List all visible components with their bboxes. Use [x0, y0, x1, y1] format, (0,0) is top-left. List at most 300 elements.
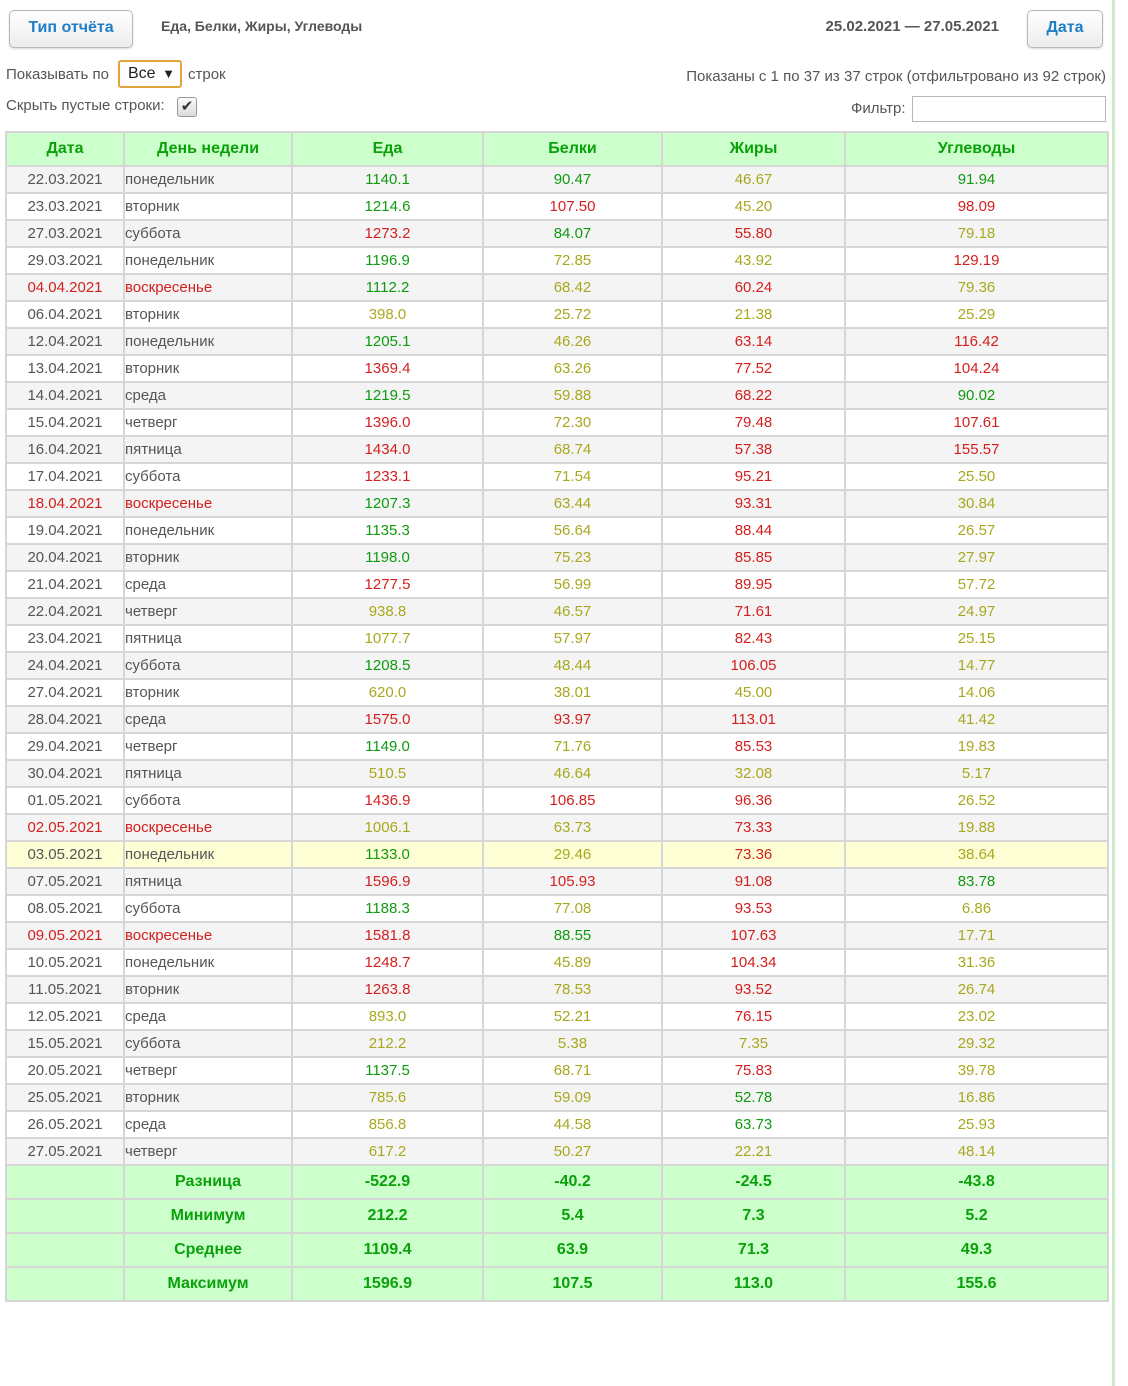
dropdown-arrow-icon: ▼ — [162, 66, 175, 81]
cell-fat: 52.78 — [662, 1084, 845, 1111]
cell-date: 12.04.2021 — [6, 328, 124, 355]
col-header-date[interactable]: Дата — [6, 132, 124, 166]
table-row — [6, 868, 1108, 895]
cell-fat: 63.73 — [662, 1111, 845, 1138]
cell-weekday: вторник — [124, 544, 292, 571]
cell-fat: 88.44 — [662, 517, 845, 544]
cell-protein: 46.26 — [483, 328, 662, 355]
table-row — [6, 1030, 1108, 1057]
summary-empty-cell — [6, 1199, 124, 1233]
show-per-label: Показывать по — [6, 66, 109, 83]
filter-input[interactable] — [912, 96, 1106, 122]
cell-weekday: понедельник — [124, 328, 292, 355]
cell-weekday: среда — [124, 1111, 292, 1138]
summary-label: Максимум — [124, 1267, 292, 1301]
cell-weekday: вторник — [124, 679, 292, 706]
cell-date: 14.04.2021 — [6, 382, 124, 409]
cell-protein: 46.64 — [483, 760, 662, 787]
summary-fat: -24.5 — [662, 1165, 845, 1199]
table-row — [6, 814, 1108, 841]
cell-protein: 45.89 — [483, 949, 662, 976]
cell-weekday: пятница — [124, 625, 292, 652]
cell-weekday: четверг — [124, 409, 292, 436]
cell-carbs: 25.15 — [845, 625, 1108, 652]
rows-select-value: Все — [128, 65, 156, 82]
report-type-button[interactable]: Тип отчёта — [9, 10, 133, 48]
cell-fat: 76.15 — [662, 1003, 845, 1030]
cell-fat: 93.52 — [662, 976, 845, 1003]
cell-food: 1263.8 — [292, 976, 483, 1003]
table-row — [6, 841, 1108, 868]
table-row — [6, 1003, 1108, 1030]
cell-food: 1369.4 — [292, 355, 483, 382]
cell-food: 1135.3 — [292, 517, 483, 544]
table-row — [6, 220, 1108, 247]
cell-weekday: суббота — [124, 652, 292, 679]
cell-carbs: 26.74 — [845, 976, 1108, 1003]
nutrition-table — [5, 131, 1109, 1302]
cell-food: 1137.5 — [292, 1057, 483, 1084]
cell-date: 23.03.2021 — [6, 193, 124, 220]
cell-food: 1077.7 — [292, 625, 483, 652]
cell-protein: 63.26 — [483, 355, 662, 382]
cell-carbs: 104.24 — [845, 355, 1108, 382]
cell-weekday: понедельник — [124, 841, 292, 868]
cell-food: 1596.9 — [292, 868, 483, 895]
col-header-fat[interactable]: Жиры — [662, 132, 845, 166]
cell-weekday: пятница — [124, 868, 292, 895]
cell-fat: 73.36 — [662, 841, 845, 868]
cell-date: 13.04.2021 — [6, 355, 124, 382]
cell-food: 398.0 — [292, 301, 483, 328]
table-row — [6, 193, 1108, 220]
cell-fat: 96.36 — [662, 787, 845, 814]
table-row — [6, 895, 1108, 922]
table-row — [6, 490, 1108, 517]
cell-carbs: 107.61 — [845, 409, 1108, 436]
cell-date: 27.04.2021 — [6, 679, 124, 706]
cell-food: 1434.0 — [292, 436, 483, 463]
cell-carbs: 38.64 — [845, 841, 1108, 868]
table-row — [6, 1057, 1108, 1084]
cell-date: 27.03.2021 — [6, 220, 124, 247]
cell-fat: 106.05 — [662, 652, 845, 679]
summary-row — [6, 1165, 1108, 1199]
cell-protein: 71.54 — [483, 463, 662, 490]
summary-carbs: 49.3 — [845, 1233, 1108, 1267]
table-row — [6, 355, 1108, 382]
cell-food: 212.2 — [292, 1030, 483, 1057]
summary-row — [6, 1199, 1108, 1233]
table-row — [6, 598, 1108, 625]
cell-date: 15.05.2021 — [6, 1030, 124, 1057]
cell-fat: 22.21 — [662, 1138, 845, 1165]
cell-protein: 77.08 — [483, 895, 662, 922]
cell-date: 25.05.2021 — [6, 1084, 124, 1111]
cell-protein: 88.55 — [483, 922, 662, 949]
cell-carbs: 98.09 — [845, 193, 1108, 220]
cell-food: 1196.9 — [292, 247, 483, 274]
rows-per-page-select[interactable] — [118, 60, 182, 88]
cell-date: 16.04.2021 — [6, 436, 124, 463]
cell-protein: 5.38 — [483, 1030, 662, 1057]
cell-date: 02.05.2021 — [6, 814, 124, 841]
cell-date: 20.04.2021 — [6, 544, 124, 571]
cell-date: 15.04.2021 — [6, 409, 124, 436]
table-row — [6, 301, 1108, 328]
cell-fat: 104.34 — [662, 949, 845, 976]
summary-empty-cell — [6, 1267, 124, 1301]
cell-carbs: 30.84 — [845, 490, 1108, 517]
cell-carbs: 25.93 — [845, 1111, 1108, 1138]
cell-fat: 75.83 — [662, 1057, 845, 1084]
cell-fat: 73.33 — [662, 814, 845, 841]
cell-weekday: суббота — [124, 463, 292, 490]
cell-date: 03.05.2021 — [6, 841, 124, 868]
cell-food: 1233.1 — [292, 463, 483, 490]
summary-label: Минимум — [124, 1199, 292, 1233]
cell-weekday: среда — [124, 1003, 292, 1030]
cell-weekday: четверг — [124, 1138, 292, 1165]
cell-fat: 107.63 — [662, 922, 845, 949]
cell-weekday: суббота — [124, 895, 292, 922]
cell-date: 30.04.2021 — [6, 760, 124, 787]
cell-date: 27.05.2021 — [6, 1138, 124, 1165]
summary-fat: 113.0 — [662, 1267, 845, 1301]
right-border-bar — [1112, 0, 1115, 1386]
table-row — [6, 517, 1108, 544]
cell-date: 06.04.2021 — [6, 301, 124, 328]
cell-food: 1133.0 — [292, 841, 483, 868]
cell-food: 620.0 — [292, 679, 483, 706]
cell-fat: 7.35 — [662, 1030, 845, 1057]
cell-protein: 59.88 — [483, 382, 662, 409]
cell-protein: 93.97 — [483, 706, 662, 733]
cell-carbs: 19.88 — [845, 814, 1108, 841]
cell-weekday: суббота — [124, 787, 292, 814]
summary-protein: -40.2 — [483, 1165, 662, 1199]
summary-fat: 71.3 — [662, 1233, 845, 1267]
cell-carbs: 23.02 — [845, 1003, 1108, 1030]
cell-protein: 56.64 — [483, 517, 662, 544]
cell-date: 28.04.2021 — [6, 706, 124, 733]
table-row — [6, 409, 1108, 436]
table-row — [6, 382, 1108, 409]
cell-carbs: 48.14 — [845, 1138, 1108, 1165]
table-header-row — [6, 132, 1108, 166]
cell-carbs: 17.71 — [845, 922, 1108, 949]
cell-protein: 29.46 — [483, 841, 662, 868]
cell-food: 1112.2 — [292, 274, 483, 301]
col-header-food[interactable]: Еда — [292, 132, 483, 166]
cell-date: 10.05.2021 — [6, 949, 124, 976]
cell-protein: 57.97 — [483, 625, 662, 652]
cell-date: 23.04.2021 — [6, 625, 124, 652]
cell-food: 1188.3 — [292, 895, 483, 922]
cell-carbs: 14.06 — [845, 679, 1108, 706]
cell-food: 617.2 — [292, 1138, 483, 1165]
table-row — [6, 328, 1108, 355]
cell-food: 938.8 — [292, 598, 483, 625]
cell-fat: 43.92 — [662, 247, 845, 274]
cell-fat: 82.43 — [662, 625, 845, 652]
cell-date: 26.05.2021 — [6, 1111, 124, 1138]
cell-protein: 50.27 — [483, 1138, 662, 1165]
cell-weekday: понедельник — [124, 166, 292, 193]
cell-carbs: 91.94 — [845, 166, 1108, 193]
summary-empty-cell — [6, 1233, 124, 1267]
table-row — [6, 544, 1108, 571]
cell-fat: 60.24 — [662, 274, 845, 301]
cell-date: 29.04.2021 — [6, 733, 124, 760]
cell-fat: 45.20 — [662, 193, 845, 220]
cell-fat: 32.08 — [662, 760, 845, 787]
summary-carbs: 5.2 — [845, 1199, 1108, 1233]
cell-food: 1575.0 — [292, 706, 483, 733]
cell-date: 09.05.2021 — [6, 922, 124, 949]
cell-weekday: четверг — [124, 733, 292, 760]
cell-date: 01.05.2021 — [6, 787, 124, 814]
cell-food: 1214.6 — [292, 193, 483, 220]
cell-protein: 90.47 — [483, 166, 662, 193]
cell-fat: 63.14 — [662, 328, 845, 355]
checkmark-icon: ✔ — [180, 98, 194, 115]
cell-carbs: 57.72 — [845, 571, 1108, 598]
cell-protein: 84.07 — [483, 220, 662, 247]
table-row — [6, 625, 1108, 652]
col-header-protein[interactable]: Белки — [483, 132, 662, 166]
cell-date: 20.05.2021 — [6, 1057, 124, 1084]
cell-carbs: 26.52 — [845, 787, 1108, 814]
cell-weekday: воскресенье — [124, 814, 292, 841]
cell-carbs: 25.29 — [845, 301, 1108, 328]
cell-date: 11.05.2021 — [6, 976, 124, 1003]
cell-carbs: 90.02 — [845, 382, 1108, 409]
cell-food: 1140.1 — [292, 166, 483, 193]
cell-protein: 63.44 — [483, 490, 662, 517]
filter-label: Фильтр: — [851, 100, 906, 117]
cell-protein: 68.74 — [483, 436, 662, 463]
cell-fat: 77.52 — [662, 355, 845, 382]
cell-food: 856.8 — [292, 1111, 483, 1138]
table-row — [6, 706, 1108, 733]
cell-protein: 107.50 — [483, 193, 662, 220]
cell-date: 04.04.2021 — [6, 274, 124, 301]
table-row — [6, 1138, 1108, 1165]
table-row — [6, 733, 1108, 760]
table-row — [6, 976, 1108, 1003]
cell-carbs: 116.42 — [845, 328, 1108, 355]
hide-empty-rows-label: Скрыть пустые строки: — [6, 97, 165, 114]
cell-fat: 91.08 — [662, 868, 845, 895]
table-row — [6, 679, 1108, 706]
cell-carbs: 26.57 — [845, 517, 1108, 544]
summary-protein: 5.4 — [483, 1199, 662, 1233]
cell-fat: 93.31 — [662, 490, 845, 517]
cell-date: 21.04.2021 — [6, 571, 124, 598]
cell-carbs: 155.57 — [845, 436, 1108, 463]
cell-weekday: понедельник — [124, 247, 292, 274]
cell-carbs: 16.86 — [845, 1084, 1108, 1111]
cell-carbs: 79.36 — [845, 274, 1108, 301]
cell-protein: 52.21 — [483, 1003, 662, 1030]
cell-food: 1277.5 — [292, 571, 483, 598]
cell-food: 1219.5 — [292, 382, 483, 409]
rows-label: строк — [188, 66, 226, 83]
cell-protein: 105.93 — [483, 868, 662, 895]
cell-weekday: понедельник — [124, 517, 292, 544]
cell-food: 1205.1 — [292, 328, 483, 355]
cell-date: 12.05.2021 — [6, 1003, 124, 1030]
cell-weekday: суббота — [124, 220, 292, 247]
cell-carbs: 79.18 — [845, 220, 1108, 247]
cell-protein: 72.85 — [483, 247, 662, 274]
table-row — [6, 1111, 1108, 1138]
cell-weekday: среда — [124, 706, 292, 733]
cell-fat: 85.53 — [662, 733, 845, 760]
date-button[interactable]: Дата — [1027, 10, 1103, 48]
table-row — [6, 274, 1108, 301]
cell-protein: 59.09 — [483, 1084, 662, 1111]
table-row — [6, 1084, 1108, 1111]
cell-date: 19.04.2021 — [6, 517, 124, 544]
summary-food: 1596.9 — [292, 1267, 483, 1301]
cell-weekday: вторник — [124, 976, 292, 1003]
summary-food: -522.9 — [292, 1165, 483, 1199]
date-range: 25.02.2021 — 27.05.2021 — [825, 18, 999, 35]
table-row — [6, 166, 1108, 193]
cell-carbs: 129.19 — [845, 247, 1108, 274]
cell-protein: 72.30 — [483, 409, 662, 436]
cell-protein: 63.73 — [483, 814, 662, 841]
cell-date: 07.05.2021 — [6, 868, 124, 895]
columns-summary: Еда, Белки, Жиры, Углеводы — [161, 18, 363, 34]
table-row — [6, 760, 1108, 787]
cell-weekday: вторник — [124, 193, 292, 220]
cell-fat: 113.01 — [662, 706, 845, 733]
cell-fat: 55.80 — [662, 220, 845, 247]
cell-fat: 45.00 — [662, 679, 845, 706]
cell-food: 1273.2 — [292, 220, 483, 247]
cell-protein: 44.58 — [483, 1111, 662, 1138]
table-row — [6, 571, 1108, 598]
cell-food: 1207.3 — [292, 490, 483, 517]
cell-weekday: четверг — [124, 1057, 292, 1084]
cell-protein: 68.42 — [483, 274, 662, 301]
cell-fat: 85.85 — [662, 544, 845, 571]
cell-fat: 79.48 — [662, 409, 845, 436]
cell-date: 29.03.2021 — [6, 247, 124, 274]
cell-carbs: 31.36 — [845, 949, 1108, 976]
cell-weekday: суббота — [124, 1030, 292, 1057]
summary-label: Среднее — [124, 1233, 292, 1267]
cell-carbs: 29.32 — [845, 1030, 1108, 1057]
summary-protein: 107.5 — [483, 1267, 662, 1301]
summary-empty-cell — [6, 1165, 124, 1199]
cell-food: 893.0 — [292, 1003, 483, 1030]
cell-weekday: пятница — [124, 760, 292, 787]
cell-carbs: 5.17 — [845, 760, 1108, 787]
cell-food: 1396.0 — [292, 409, 483, 436]
cell-protein: 46.57 — [483, 598, 662, 625]
cell-carbs: 14.77 — [845, 652, 1108, 679]
cell-food: 785.6 — [292, 1084, 483, 1111]
cell-food: 1248.7 — [292, 949, 483, 976]
col-header-weekday[interactable]: День недели — [124, 132, 292, 166]
cell-protein: 71.76 — [483, 733, 662, 760]
cell-carbs: 41.42 — [845, 706, 1108, 733]
cell-protein: 56.99 — [483, 571, 662, 598]
col-header-carbs[interactable]: Углеводы — [845, 132, 1108, 166]
cell-weekday: понедельник — [124, 949, 292, 976]
cell-food: 1581.8 — [292, 922, 483, 949]
cell-carbs: 19.83 — [845, 733, 1108, 760]
cell-weekday: вторник — [124, 301, 292, 328]
cell-date: 22.03.2021 — [6, 166, 124, 193]
cell-fat: 21.38 — [662, 301, 845, 328]
table-row — [6, 652, 1108, 679]
cell-date: 22.04.2021 — [6, 598, 124, 625]
summary-fat: 7.3 — [662, 1199, 845, 1233]
cell-weekday: пятница — [124, 436, 292, 463]
cell-weekday: вторник — [124, 1084, 292, 1111]
summary-protein: 63.9 — [483, 1233, 662, 1267]
cell-carbs: 6.86 — [845, 895, 1108, 922]
summary-carbs: -43.8 — [845, 1165, 1108, 1199]
cell-protein: 48.44 — [483, 652, 662, 679]
table-row — [6, 247, 1108, 274]
summary-row — [6, 1233, 1108, 1267]
cell-fat: 89.95 — [662, 571, 845, 598]
summary-row — [6, 1267, 1108, 1301]
cell-fat: 57.38 — [662, 436, 845, 463]
cell-weekday: среда — [124, 382, 292, 409]
cell-carbs: 24.97 — [845, 598, 1108, 625]
cell-date: 24.04.2021 — [6, 652, 124, 679]
cell-date: 18.04.2021 — [6, 490, 124, 517]
table-row — [6, 949, 1108, 976]
cell-weekday: вторник — [124, 355, 292, 382]
summary-food: 212.2 — [292, 1199, 483, 1233]
cell-protein: 25.72 — [483, 301, 662, 328]
cell-food: 1149.0 — [292, 733, 483, 760]
cell-carbs: 27.97 — [845, 544, 1108, 571]
hide-empty-rows-checkbox[interactable] — [177, 97, 197, 117]
cell-fat: 68.22 — [662, 382, 845, 409]
cell-carbs: 83.78 — [845, 868, 1108, 895]
table-row — [6, 463, 1108, 490]
cell-weekday: воскресенье — [124, 490, 292, 517]
table-row — [6, 436, 1108, 463]
cell-fat: 71.61 — [662, 598, 845, 625]
cell-fat: 93.53 — [662, 895, 845, 922]
summary-carbs: 155.6 — [845, 1267, 1108, 1301]
cell-food: 510.5 — [292, 760, 483, 787]
cell-protein: 106.85 — [483, 787, 662, 814]
cell-food: 1198.0 — [292, 544, 483, 571]
table-row — [6, 922, 1108, 949]
rows-info: Показаны с 1 по 37 из 37 строк (отфильтровано из 92 строк) — [686, 68, 1106, 85]
cell-date: 08.05.2021 — [6, 895, 124, 922]
cell-protein: 68.71 — [483, 1057, 662, 1084]
cell-protein: 75.23 — [483, 544, 662, 571]
cell-date: 17.04.2021 — [6, 463, 124, 490]
cell-food: 1208.5 — [292, 652, 483, 679]
cell-weekday: четверг — [124, 598, 292, 625]
cell-food: 1006.1 — [292, 814, 483, 841]
cell-weekday: воскресенье — [124, 922, 292, 949]
cell-carbs: 39.78 — [845, 1057, 1108, 1084]
